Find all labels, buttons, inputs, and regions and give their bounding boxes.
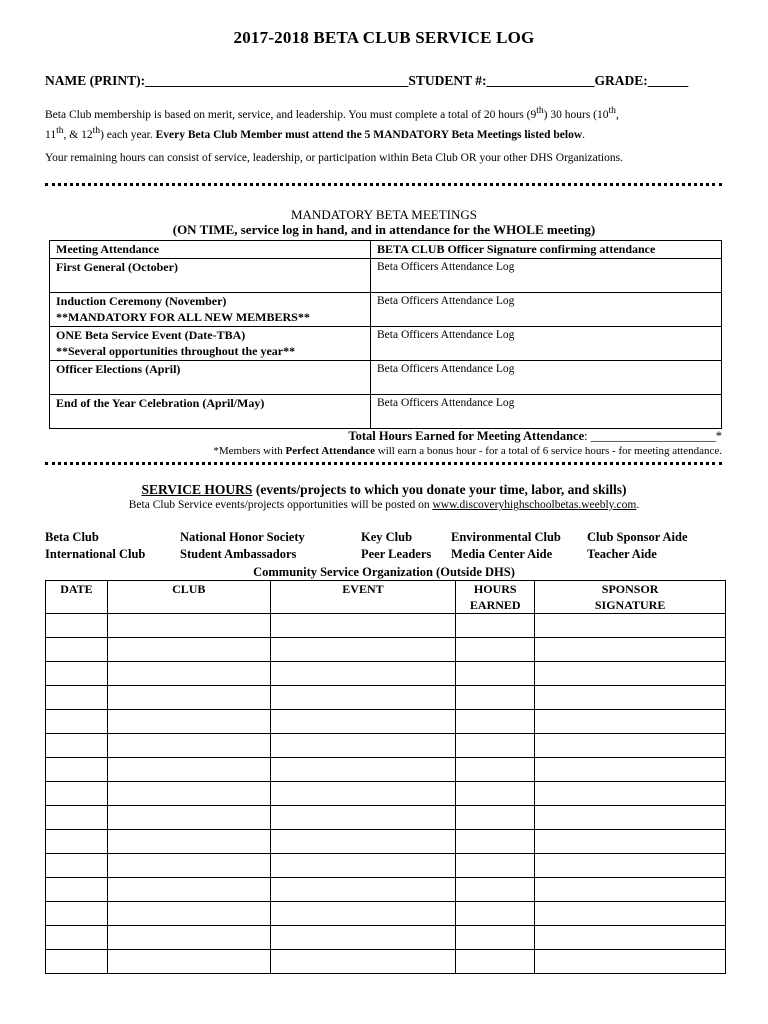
sponsor-signature-cell[interactable] — [535, 830, 726, 854]
column-header: BETA CLUB Officer Signature confirming attendance — [371, 241, 722, 259]
hours-cell[interactable] — [456, 950, 535, 974]
sponsor-signature-cell[interactable] — [535, 878, 726, 902]
sponsor-signature-cell[interactable] — [535, 662, 726, 686]
signature-cell[interactable]: Beta Officers Attendance Log — [371, 395, 722, 429]
event-cell[interactable] — [270, 638, 456, 662]
date-cell[interactable] — [46, 926, 108, 950]
table-row — [46, 854, 726, 878]
intro-text: ) 30 hours (10 — [543, 108, 609, 121]
intro-text: Beta Club membership is based on merit, service, and leadership. You must complete a total of 20 hours (9 — [45, 108, 537, 121]
date-cell[interactable] — [46, 638, 108, 662]
hours-cell[interactable] — [456, 638, 535, 662]
community-service-label: Community Service Organization (Outside DHS) — [253, 565, 515, 579]
table-row — [46, 878, 726, 902]
event-cell[interactable] — [270, 902, 456, 926]
event-cell[interactable] — [270, 806, 456, 830]
club-cell[interactable] — [107, 638, 270, 662]
column-header: DATE — [46, 581, 108, 614]
event-cell[interactable] — [270, 686, 456, 710]
hours-cell[interactable] — [456, 830, 535, 854]
date-cell[interactable] — [46, 710, 108, 734]
club-cell[interactable] — [107, 686, 270, 710]
student-number-field[interactable]: STUDENT #:________________ — [408, 73, 595, 88]
table-row — [50, 327, 722, 361]
event-cell[interactable] — [270, 734, 456, 758]
table-row — [46, 758, 726, 782]
date-cell[interactable] — [46, 902, 108, 926]
signature-cell[interactable]: Beta Officers Attendance Log — [371, 293, 722, 327]
club-name: Key Club — [361, 530, 413, 544]
hours-cell[interactable] — [456, 734, 535, 758]
date-cell[interactable] — [46, 878, 108, 902]
column-header: SPONSOR SIGNATURE — [535, 581, 726, 614]
event-cell[interactable] — [270, 830, 456, 854]
club-cell[interactable] — [107, 662, 270, 686]
club-name: Club Sponsor Aide — [587, 530, 688, 544]
club-name: Media Center Aide — [451, 547, 553, 561]
hours-cell[interactable] — [456, 926, 535, 950]
table-row — [50, 361, 722, 395]
sponsor-signature-cell[interactable] — [535, 806, 726, 830]
table-row — [46, 806, 726, 830]
sponsor-signature-cell[interactable] — [535, 854, 726, 878]
sponsor-signature-cell[interactable] — [535, 902, 726, 926]
event-cell[interactable] — [270, 758, 456, 782]
club-cell[interactable] — [107, 902, 270, 926]
club-name: Beta Club — [45, 530, 99, 544]
date-cell[interactable] — [46, 782, 108, 806]
club-cell[interactable] — [107, 758, 270, 782]
table-row — [46, 614, 726, 638]
meeting-cell: End of the Year Celebration (April/May) — [50, 395, 371, 429]
club-name: Peer Leaders — [361, 547, 432, 561]
signature-cell[interactable]: Beta Officers Attendance Log — [371, 259, 722, 293]
sponsor-signature-cell[interactable] — [535, 926, 726, 950]
table-row — [46, 686, 726, 710]
intro-bold-text: Every Beta Club Member must attend the 5 MANDATORY Beta Meetings listed below — [155, 128, 583, 141]
event-cell[interactable] — [270, 854, 456, 878]
hours-cell[interactable] — [456, 902, 535, 926]
signature-cell[interactable]: Beta Officers Attendance Log — [371, 327, 722, 361]
mandatory-heading — [0, 207, 768, 237]
table-row — [46, 926, 726, 950]
intro-sup: th — [536, 105, 544, 116]
total-hours-row — [45, 429, 722, 444]
date-cell[interactable] — [46, 950, 108, 974]
table-row — [46, 734, 726, 758]
sponsor-signature-cell[interactable] — [535, 758, 726, 782]
date-cell[interactable] — [46, 830, 108, 854]
event-cell[interactable] — [270, 662, 456, 686]
date-cell[interactable] — [46, 614, 108, 638]
club-cell[interactable] — [107, 950, 270, 974]
club-name: Environmental Club — [451, 530, 561, 544]
date-cell[interactable] — [46, 758, 108, 782]
meeting-cell: ONE Beta Service Event (Date-TBA) **Several opportunities throughout the year** — [50, 327, 371, 361]
date-cell[interactable] — [46, 662, 108, 686]
club-name: Student Ambassadors — [180, 547, 297, 561]
table-row — [46, 662, 726, 686]
intro-sup: th — [56, 124, 64, 136]
intro-text: . — [582, 128, 586, 141]
hours-cell[interactable] — [456, 686, 535, 710]
meeting-cell: Officer Elections (April) — [50, 361, 371, 395]
club-cell[interactable] — [107, 806, 270, 830]
website-link[interactable]: www.discoveryhighschoolbetas.weebly.com — [432, 499, 637, 511]
sponsor-signature-cell[interactable] — [535, 614, 726, 638]
mandatory-meetings-table — [49, 240, 722, 429]
date-cell[interactable] — [46, 806, 108, 830]
table-row — [50, 395, 722, 429]
table-row — [50, 259, 722, 293]
intro-text: , — [615, 108, 619, 121]
bonus-note: *Members with Perfect Attendance will earn a bonus hour - for a total of 6 service hours - for meeting attendance. — [213, 445, 722, 457]
column-header: HOURS EARNED — [456, 581, 535, 614]
mandatory-title: MANDATORY BETA MEETINGS — [290, 207, 478, 222]
column-header: EVENT — [270, 581, 456, 614]
signature-cell[interactable]: Beta Officers Attendance Log — [371, 361, 722, 395]
date-cell[interactable] — [46, 734, 108, 758]
total-hours-field[interactable]: : ____________________* — [584, 429, 722, 443]
intro-text: ) each year. — [100, 128, 153, 141]
meeting-cell: First General (October) — [50, 259, 371, 293]
event-cell[interactable] — [270, 950, 456, 974]
club-name: International Club — [45, 547, 146, 561]
event-cell[interactable] — [270, 926, 456, 950]
event-cell[interactable] — [270, 710, 456, 734]
hours-cell[interactable] — [456, 782, 535, 806]
mandatory-subtitle: (ON TIME, service log in hand, and in attendance for the WHOLE meeting) — [172, 222, 596, 237]
table-row — [46, 902, 726, 926]
date-cell[interactable] — [46, 854, 108, 878]
dotted-divider — [45, 462, 722, 465]
page-title: 2017-2018 BETA CLUB SERVICE LOG — [233, 28, 535, 47]
club-cell[interactable] — [107, 830, 270, 854]
event-cell[interactable] — [270, 614, 456, 638]
club-cell[interactable] — [107, 734, 270, 758]
club-cell[interactable] — [107, 878, 270, 902]
sponsor-signature-cell[interactable] — [535, 638, 726, 662]
hours-cell[interactable] — [456, 806, 535, 830]
intro-sup: th — [608, 105, 616, 116]
date-cell[interactable] — [46, 686, 108, 710]
service-subheading: Beta Club Service events/projects opportunities will be posted on www.discoveryhighschoolbetas.weebly.com. — [128, 499, 640, 511]
column-header: CLUB — [107, 581, 270, 614]
club-cell[interactable] — [107, 710, 270, 734]
club-cell[interactable] — [107, 614, 270, 638]
intro-text: 11 — [45, 128, 57, 141]
hours-cell[interactable] — [456, 758, 535, 782]
table-row — [46, 638, 726, 662]
intro-paragraph — [45, 103, 725, 143]
event-cell[interactable] — [270, 878, 456, 902]
total-hours-label: Total Hours Earned for Meeting Attendance — [348, 429, 585, 443]
table-row — [46, 710, 726, 734]
hours-cell[interactable] — [456, 662, 535, 686]
meeting-cell: Induction Ceremony (November) **MANDATORY FOR ALL NEW MEMBERS** — [50, 293, 371, 327]
event-cell[interactable] — [270, 782, 456, 806]
grade-field[interactable]: GRADE:______ — [594, 73, 689, 88]
intro-sup: th — [92, 124, 101, 136]
sponsor-signature-cell[interactable] — [535, 950, 726, 974]
club-name: National Honor Society — [180, 530, 305, 544]
service-log-table — [45, 580, 726, 974]
dotted-divider — [45, 183, 722, 186]
club-cell[interactable] — [107, 854, 270, 878]
hours-cell[interactable] — [456, 878, 535, 902]
intro-remaining-hours: Your remaining hours can consist of service, leadership, or participation within Beta Club OR your other DHS Organizations. — [45, 152, 623, 164]
column-header: Meeting Attendance — [50, 241, 371, 259]
club-name: Teacher Aide — [587, 547, 657, 561]
club-cell[interactable] — [107, 926, 270, 950]
table-row — [46, 830, 726, 854]
sponsor-signature-cell[interactable] — [535, 734, 726, 758]
hours-cell[interactable] — [456, 854, 535, 878]
table-row — [46, 950, 726, 974]
table-row — [50, 293, 722, 327]
club-cell[interactable] — [107, 782, 270, 806]
hours-cell[interactable] — [456, 710, 535, 734]
sponsor-signature-cell[interactable] — [535, 782, 726, 806]
sponsor-signature-cell[interactable] — [535, 686, 726, 710]
hours-cell[interactable] — [456, 614, 535, 638]
intro-text: , & 12 — [63, 128, 93, 141]
sponsor-signature-cell[interactable] — [535, 710, 726, 734]
service-hours-heading: SERVICE HOURS (events/projects to which you donate your time, labor, and skills) — [141, 482, 627, 497]
name-field[interactable]: NAME (PRINT):_______________________________________ — [45, 73, 409, 88]
student-info-row — [45, 73, 725, 89]
table-row — [46, 782, 726, 806]
